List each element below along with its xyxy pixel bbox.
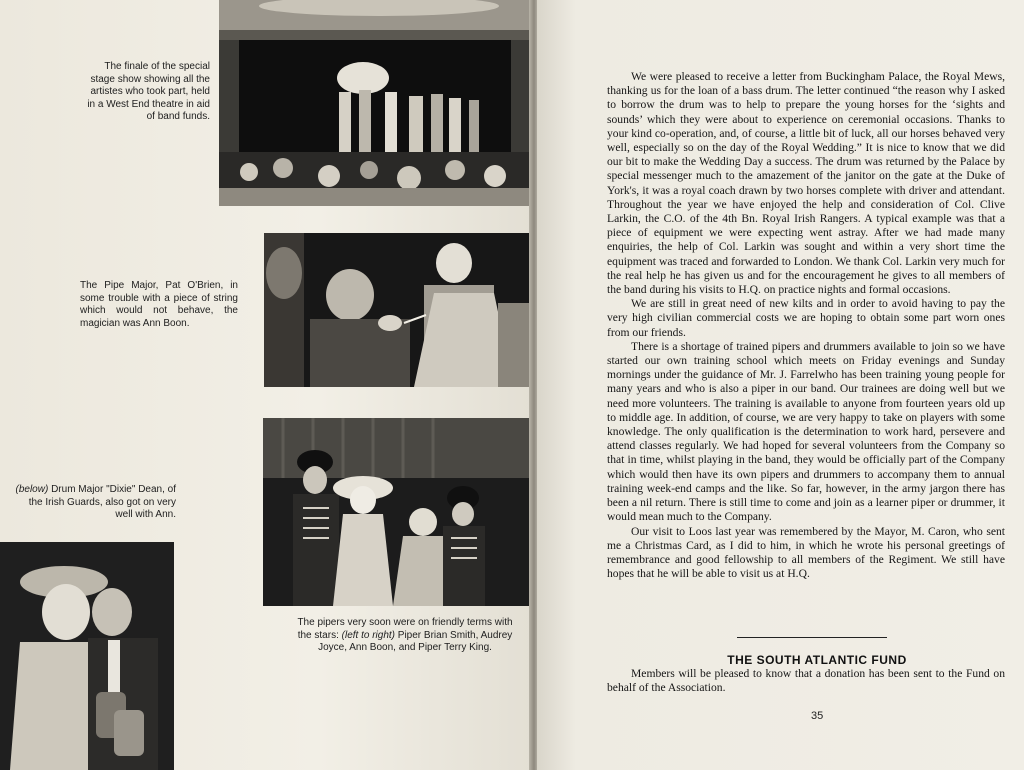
finale-caption: [80, 61, 210, 124]
pipe-major-caption: [80, 280, 238, 330]
stage-show-photo: [219, 0, 531, 206]
fund-paragraph-block: [607, 667, 1005, 695]
pipers-caption: [290, 617, 520, 655]
drum-major-caption: [14, 484, 176, 522]
drum-major-caption-prefix: (below): [15, 484, 49, 495]
section-divider: [737, 637, 887, 638]
pipers-caption-text-2: Piper Brian Smith, Audrey Joyce, Ann Boon, and Piper Terry King.: [318, 629, 513, 653]
pipers-caption-order: (left to right): [341, 629, 395, 641]
right-page: [537, 0, 1024, 770]
paragraph-kilts: We are still in great need of new kilts and in order to avoid having to pay the very high civilian commercial costs we are hoping to obtain some part worn ones from our friends.: [607, 297, 1005, 339]
pipers-with-stars-image: [263, 418, 531, 606]
page-number: 35: [811, 710, 824, 722]
stage-show-image: [219, 0, 531, 206]
paragraph-training: There is a shortage of trained pipers and drummers available to join so we have started our own training school which meets on Friday evenings and Sunday mornings under the guidance of Mr. J. Farrelwho has been training young people for many years and who is also a piper in our band. Our trainees are doing well but we need more volunteers. The training is available to anyone from fourteen years old up to middle age. In addition, of course, we are very happy to take on players with some knowledge. The only qualification is the determination to work hard, persevere and attend classes regularly. We had hoped for several volunteers from the Company so that in time, whilst playing in the band, they would be officially part of the Company which would then have its own pipers and drummers to accompany them to annual training week-end camps and the like. So far, however, in the army jargon there has been a nil return. There is still time to come and join as a learner piper or drummer, it would mean much to the Company.: [607, 339, 1005, 524]
fund-paragraph: Members will be pleased to know that a donation has been sent to the Fund on behalf of the Association.: [607, 667, 1005, 695]
magician-string-image: [264, 233, 531, 387]
pipers-with-stars-photo: [263, 418, 531, 606]
paragraph-loos-visit: Our visit to Loos last year was remembered by the Mayor, M. Caron, who sent me a Christmas Card, as I did to him, in which he wrote his personal greetings of remembrance and good fellowship to all members of the Regiment. We still have hopes that he will be able to visit us at H.Q.: [607, 524, 1005, 581]
paragraph-palace-letter: We were pleased to receive a letter from Buckingham Palace, the Royal Mews, thanking us for the loan of a bass drum. The letter continued “the reason why I asked to borrow the drum was to help to prepare the young horses for the ‘sights and sounds’ which they were about to experience on ceremonial occasions. Thanks to your kind co-operation, and, of course, a little bit of luck, all our horses behaved very well, especially so on the day of the Royal Wedding.” It is nice to know that we did our bit to make the Wedding Day a success. The drum was returned by the Palace by special messenger much to the amazement of the janitor on the gate at the Duke of York's, it was a royal coach drawn by two horses complete with driver and attendant. Throughout the year we have enjoyed the help and consideration of Col. Clive Larkin, the C.O. of the 4th Bn. Royal Irish Rangers. A typical example was that a piece of equipment we were expecting went astray. After we had made many enquiries, the help of Col. Larkin was sought and within a very short time the equipment was traced and forwarded to London. We thank Col. Larkin very much for the real help he has given us and for the encouragement he gives to all members of the band during his visits to H.Q. on practice nights and formal occasions.: [607, 70, 1005, 297]
pipers-caption-text-1: The pipers very soon were on friendly terms with the stars:: [297, 617, 513, 641]
magician-string-photo: [264, 233, 531, 387]
drum-major-image: [0, 542, 174, 770]
drum-major-photo: [0, 542, 174, 770]
finale-caption-text: The finale of the special stage show showing all the artistes who took part, held in a West End theatre in aid of band funds.: [87, 61, 210, 122]
article-body: [607, 70, 1005, 581]
south-atlantic-fund-heading: THE SOUTH ATLANTIC FUND: [727, 653, 907, 667]
pipe-major-caption-text: The Pipe Major, Pat O'Brien, in some trouble with a piece of string which would not behave, the magician was Ann Boon.: [80, 280, 238, 329]
drum-major-caption-text: Drum Major "Dixie" Dean, of the Irish Guards, also got on very well with Ann.: [28, 484, 176, 520]
